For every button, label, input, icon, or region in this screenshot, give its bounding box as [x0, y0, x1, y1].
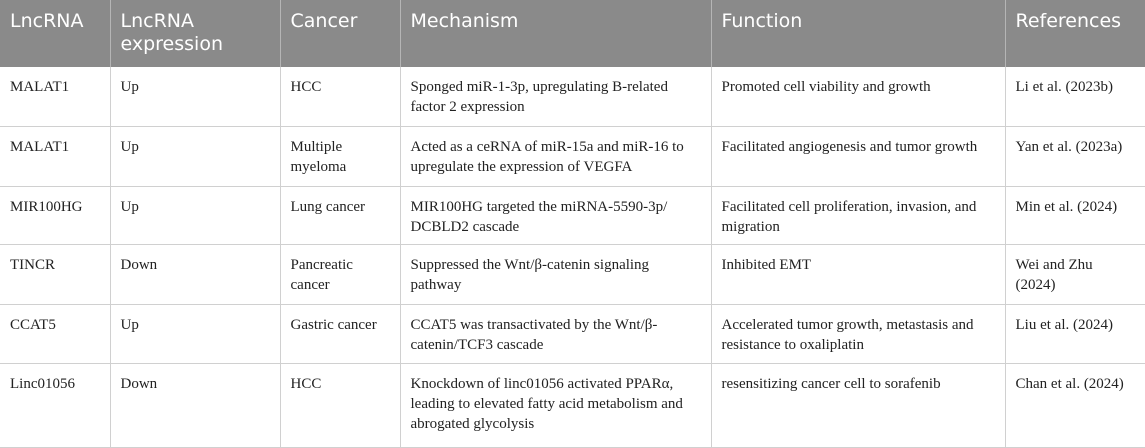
- cell-cancer: Pancreatic cancer: [280, 244, 400, 304]
- table-body: [0, 67, 1145, 447]
- cell-mechanism: Sponged miR-1-3p, upregulating B-related factor 2 expression: [400, 67, 711, 126]
- cell-references: Wei and Zhu (2024): [1005, 244, 1145, 304]
- cell-mechanism: Knockdown of linc01056 activated PPARα, leading to elevated fatty acid metabolism and abrogated glycolysis: [400, 363, 711, 447]
- cell-cancer: HCC: [280, 363, 400, 447]
- cell-expression: Down: [110, 363, 280, 447]
- cell-references: Liu et al. (2024): [1005, 304, 1145, 363]
- table-row: [0, 126, 1145, 186]
- cell-expression: Up: [110, 126, 280, 186]
- cell-references: Min et al. (2024): [1005, 186, 1145, 244]
- cell-expression: Down: [110, 244, 280, 304]
- header-row: [0, 0, 1145, 67]
- cell-mechanism: Acted as a ceRNA of miR-15a and miR-16 to upregulate the expression of VEGFA: [400, 126, 711, 186]
- cell-function: Accelerated tumor growth, metastasis and resistance to oxaliplatin: [711, 304, 1005, 363]
- cell-lncrna: Linc01056: [0, 363, 110, 447]
- cell-function: Promoted cell viability and growth: [711, 67, 1005, 126]
- cell-mechanism: Suppressed the Wnt/β-catenin signaling pathway: [400, 244, 711, 304]
- table-row: [0, 363, 1145, 447]
- cell-mechanism: CCAT5 was transactivated by the Wnt/β-catenin/TCF3 cascade: [400, 304, 711, 363]
- cell-function: Facilitated angiogenesis and tumor growth: [711, 126, 1005, 186]
- cell-cancer: HCC: [280, 67, 400, 126]
- cell-lncrna: CCAT5: [0, 304, 110, 363]
- cell-lncrna: MALAT1: [0, 67, 110, 126]
- cell-references: Chan et al. (2024): [1005, 363, 1145, 447]
- header-lncrna: LncRNA: [0, 0, 110, 67]
- table-header: [0, 0, 1145, 67]
- table-row: [0, 304, 1145, 363]
- cell-lncrna: MIR100HG: [0, 186, 110, 244]
- cell-lncrna: MALAT1: [0, 126, 110, 186]
- table-row: [0, 67, 1145, 126]
- cell-expression: Up: [110, 67, 280, 126]
- header-references: References: [1015, 10, 1122, 32]
- header-mechanism: Mechanism: [400, 0, 711, 67]
- cell-cancer: Gastric cancer: [280, 304, 400, 363]
- cell-expression: Up: [110, 304, 280, 363]
- cell-lncrna: TINCR: [0, 244, 110, 304]
- cell-references: Li et al. (2023b): [1005, 67, 1145, 126]
- cell-function: Facilitated cell proliferation, invasion, and migration: [711, 186, 1005, 244]
- cell-cancer: Lung cancer: [280, 186, 400, 244]
- cell-mechanism: MIR100HG targeted the miRNA-5590-3p/ DCBLD2 cascade: [400, 186, 711, 244]
- header-cancer: Cancer: [280, 0, 400, 67]
- cell-cancer: Multiple myeloma: [280, 126, 400, 186]
- table-row: [0, 186, 1145, 244]
- header-function: Function: [711, 0, 1005, 67]
- cell-expression: Up: [110, 186, 280, 244]
- cell-function: resensitizing cancer cell to sorafenib: [711, 363, 1005, 447]
- cell-references: Yan et al. (2023a): [1005, 126, 1145, 186]
- header-expression: LncRNA expression: [110, 0, 280, 67]
- table-row: [0, 244, 1145, 304]
- cell-function: Inhibited EMT: [711, 244, 1005, 304]
